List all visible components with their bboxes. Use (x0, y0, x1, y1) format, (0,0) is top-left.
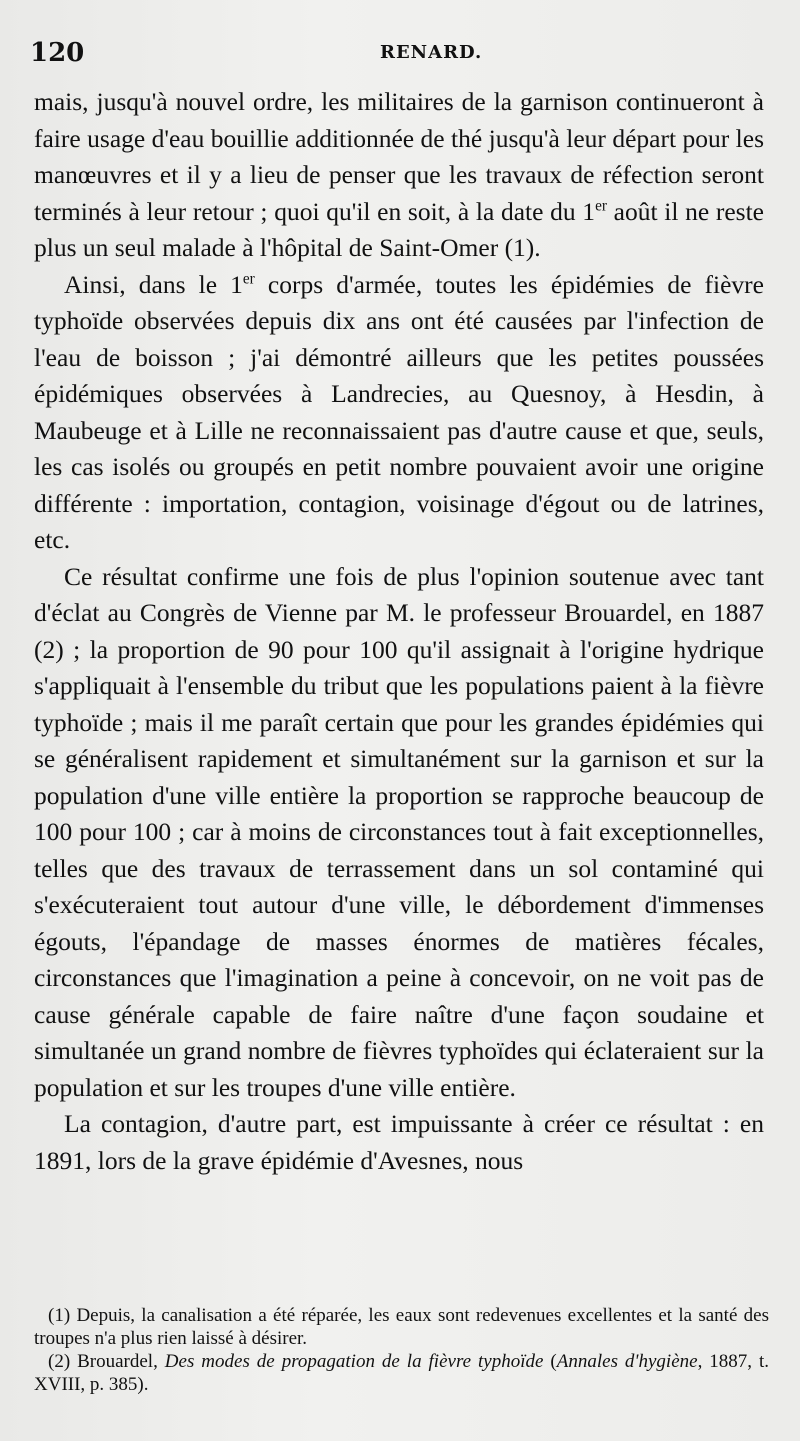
body-text (34, 84, 764, 1179)
footnote-2-journal: Annales d'hygiène (556, 1351, 698, 1372)
footnote-2-author: (2) Brouardel, (48, 1351, 165, 1372)
paragraph-1 (34, 84, 764, 267)
paragraph-2 (34, 267, 764, 559)
page-number: 120 (30, 38, 85, 68)
paragraph-3: Ce résultat confirme une fois de plus l'opinion soutenue avec tant d'éclat au Congrès de Vienne par M. le professeur Brouardel, en 1887 (2) ; la proportion de 90 pour 100 qu'il assignait à l'origine hydrique s'appliquait à l'ensemble du tribut que les populations paient à la fièvre typhoïde ; mais il me paraît certain que pour les grandes épidémies qui se généralisent rapidement et simultanément sur la garnison et sur la population d'une ville entière la proportion se rapproche beaucoup de 100 pour 100 ; car à moins de circonstances tout à fait exceptionnelles, telles que des travaux de terrassement dans un sol contaminé qui s'exécuteraient tout autour d'une ville, le débordement d'immenses égouts, l'épandage de masses énormes de matières fécales, circonstances que l'imagination a peine à concevoir, on ne voit pas de cause générale capable de faire naître d'une façon soudaine et simultanée un grand nombre de fièvres typhoïdes qui éclateraient sur la population et sur les troupes d'une ville entière. (34, 561, 764, 1102)
paragraph-2-text: corps d'armée, toutes les épidémies de fièvre typhoïde observées depuis dix ans ont été causées par l'infection de l'eau de boisson ; j'ai démontré ailleurs que les petites poussées épidémiques observées à Landrecies, au Quesnoy, à Hesdin, à Maubeuge et à Lille ne reconnaissaient pas d'autre cause et que, seuls, les cas isolés ou groupés en petit nombre pouvaient avoir une origine différente : importation, contagion, voisinage d'égout ou de latrines, etc. (34, 269, 764, 554)
superscript-er: er (242, 270, 255, 287)
running-head: RENARD. (380, 42, 483, 63)
paragraph-1-text: mais, jusqu'à nouvel ordre, les militaires de la garnison continueront à faire usage d'eau bouillie additionnée de thé jusqu'à leur départ pour les manœuvres et il y a lieu de penser que les travaux de réfection seront terminés à leur retour ; quoi qu'il en soit, à la date du 1 (34, 87, 764, 226)
footnote-2 (34, 1350, 769, 1396)
superscript-er: er (595, 197, 607, 214)
paragraph-1-end: août il ne reste plus un seul malade à l'hôpital de Saint-Omer (1). (34, 196, 764, 262)
paragraph-4: La contagion, d'autre part, est impuissante à créer ce résultat : en 1891, lors de la grave épidémie d'Avesnes, nous (34, 1109, 764, 1175)
footnotes (34, 1304, 769, 1396)
footnote-2-title: Des modes de propagation de la fièvre typhoïde (164, 1351, 544, 1372)
footnote-2-end: , 1887, t. XVIII, p. 385). (34, 1351, 770, 1395)
paragraph-2-start: Ainsi, dans le 1 (64, 269, 243, 299)
page-header (30, 38, 780, 78)
footnote-2-paren: ( (543, 1351, 557, 1372)
footnote-1: (1) Depuis, la canalisation a été réparée, les eaux sont redevenues excellentes et la santé des troupes n'a plus rien laissé à désirer. (34, 1305, 769, 1349)
